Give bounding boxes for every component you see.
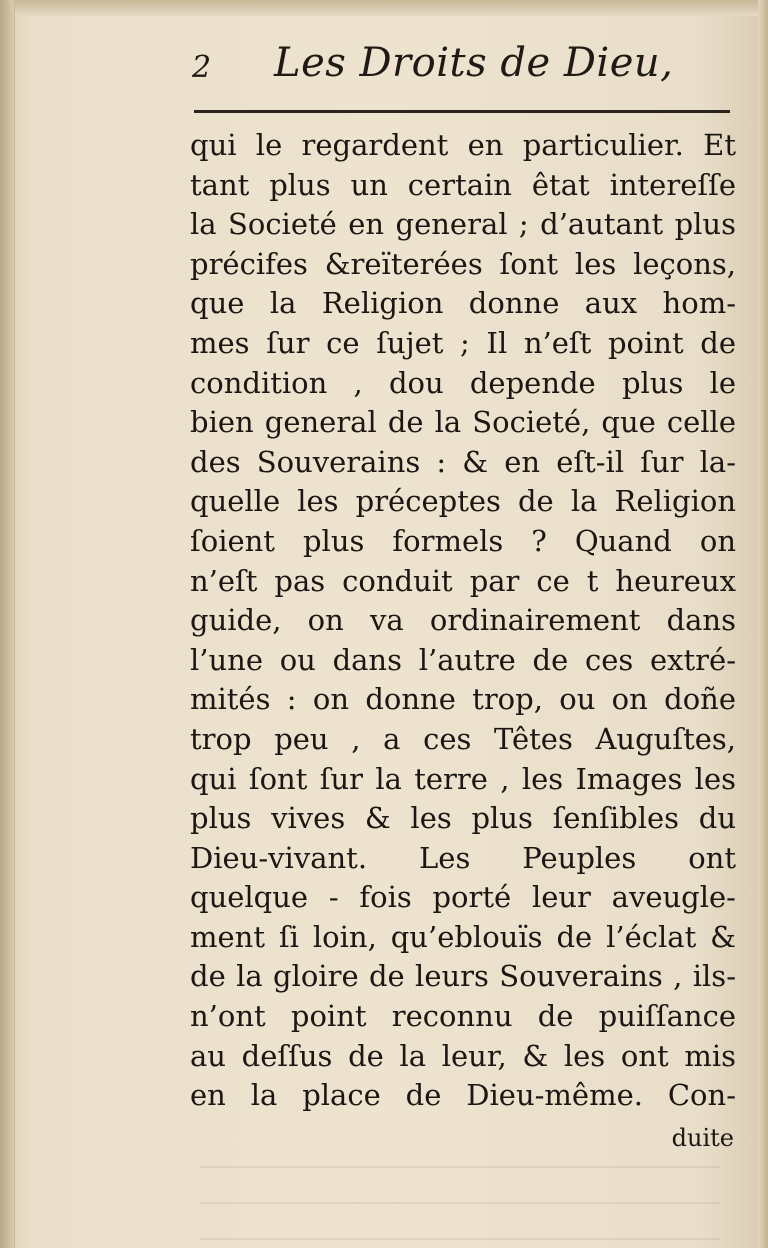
catchword: duite (671, 1124, 734, 1152)
page-fore-edge (758, 0, 768, 1248)
page-number: 2 (192, 50, 212, 85)
text-line: de la gloire de leurs Souverains , ils- (190, 959, 736, 994)
text-line: n’ont point reconnu de puiſſance (190, 999, 736, 1034)
running-head (190, 40, 750, 100)
text-line: Dieu-vivant. Les Peuples ont (190, 840, 736, 875)
text-line: en la place de Dieu-même. Con- (190, 1078, 736, 1113)
text-line: des Souverains : & en eſt-il ſur la- (190, 444, 736, 479)
text-line: qui ſont ſur la terre , les Images les (190, 761, 736, 796)
text-line: l’une ou dans l’autre de ces extré- (190, 642, 736, 677)
text-line: mes ſur ce ſujet ; Il n’eſt point de (190, 325, 736, 360)
show-through-bleed (200, 1150, 720, 1240)
text-line: qui le regardent en particulier. Et (190, 128, 736, 162)
text-line: guide, on va ordinairement dans (190, 603, 736, 638)
text-line: ment ſi loin, qu’eblouïs de l’éclat & (190, 919, 736, 954)
text-line: condition , dou depende plus le (190, 365, 736, 400)
text-line: la Societé en general ; d’autant plus (190, 207, 736, 242)
text-line: plus vives & les plus ſenſibles du (190, 801, 736, 836)
page-gutter (0, 0, 15, 1248)
text-line: tant plus un certain êtat intereſſe (190, 167, 736, 202)
text-line: n’eſt pas conduit par ce t heureux (190, 563, 736, 598)
text-line: quelque - fois porté leur aveugle- (190, 880, 736, 915)
text-line: au deſſus de la leur, & les ont mis (190, 1038, 736, 1073)
text-line: précifes &reïterées ſont les leçons, (190, 246, 736, 281)
text-line: que la Religion donne aux hom- (190, 286, 736, 321)
text-line: trop peu , a ces Têtes Auguſtes, (190, 721, 736, 756)
body-text (190, 126, 736, 1116)
header-rule (194, 110, 730, 113)
text-line: quelle les préceptes de la Religion (190, 484, 736, 519)
text-line: ſoient plus formels ? Quand on (190, 523, 736, 558)
page-top-edge (0, 0, 768, 16)
text-line: bien general de la Societé, que celle (190, 405, 736, 440)
text-line: mités : on donne trop, ou on doñe (190, 682, 736, 717)
running-title: Les Droits de Dieu, (274, 40, 674, 86)
